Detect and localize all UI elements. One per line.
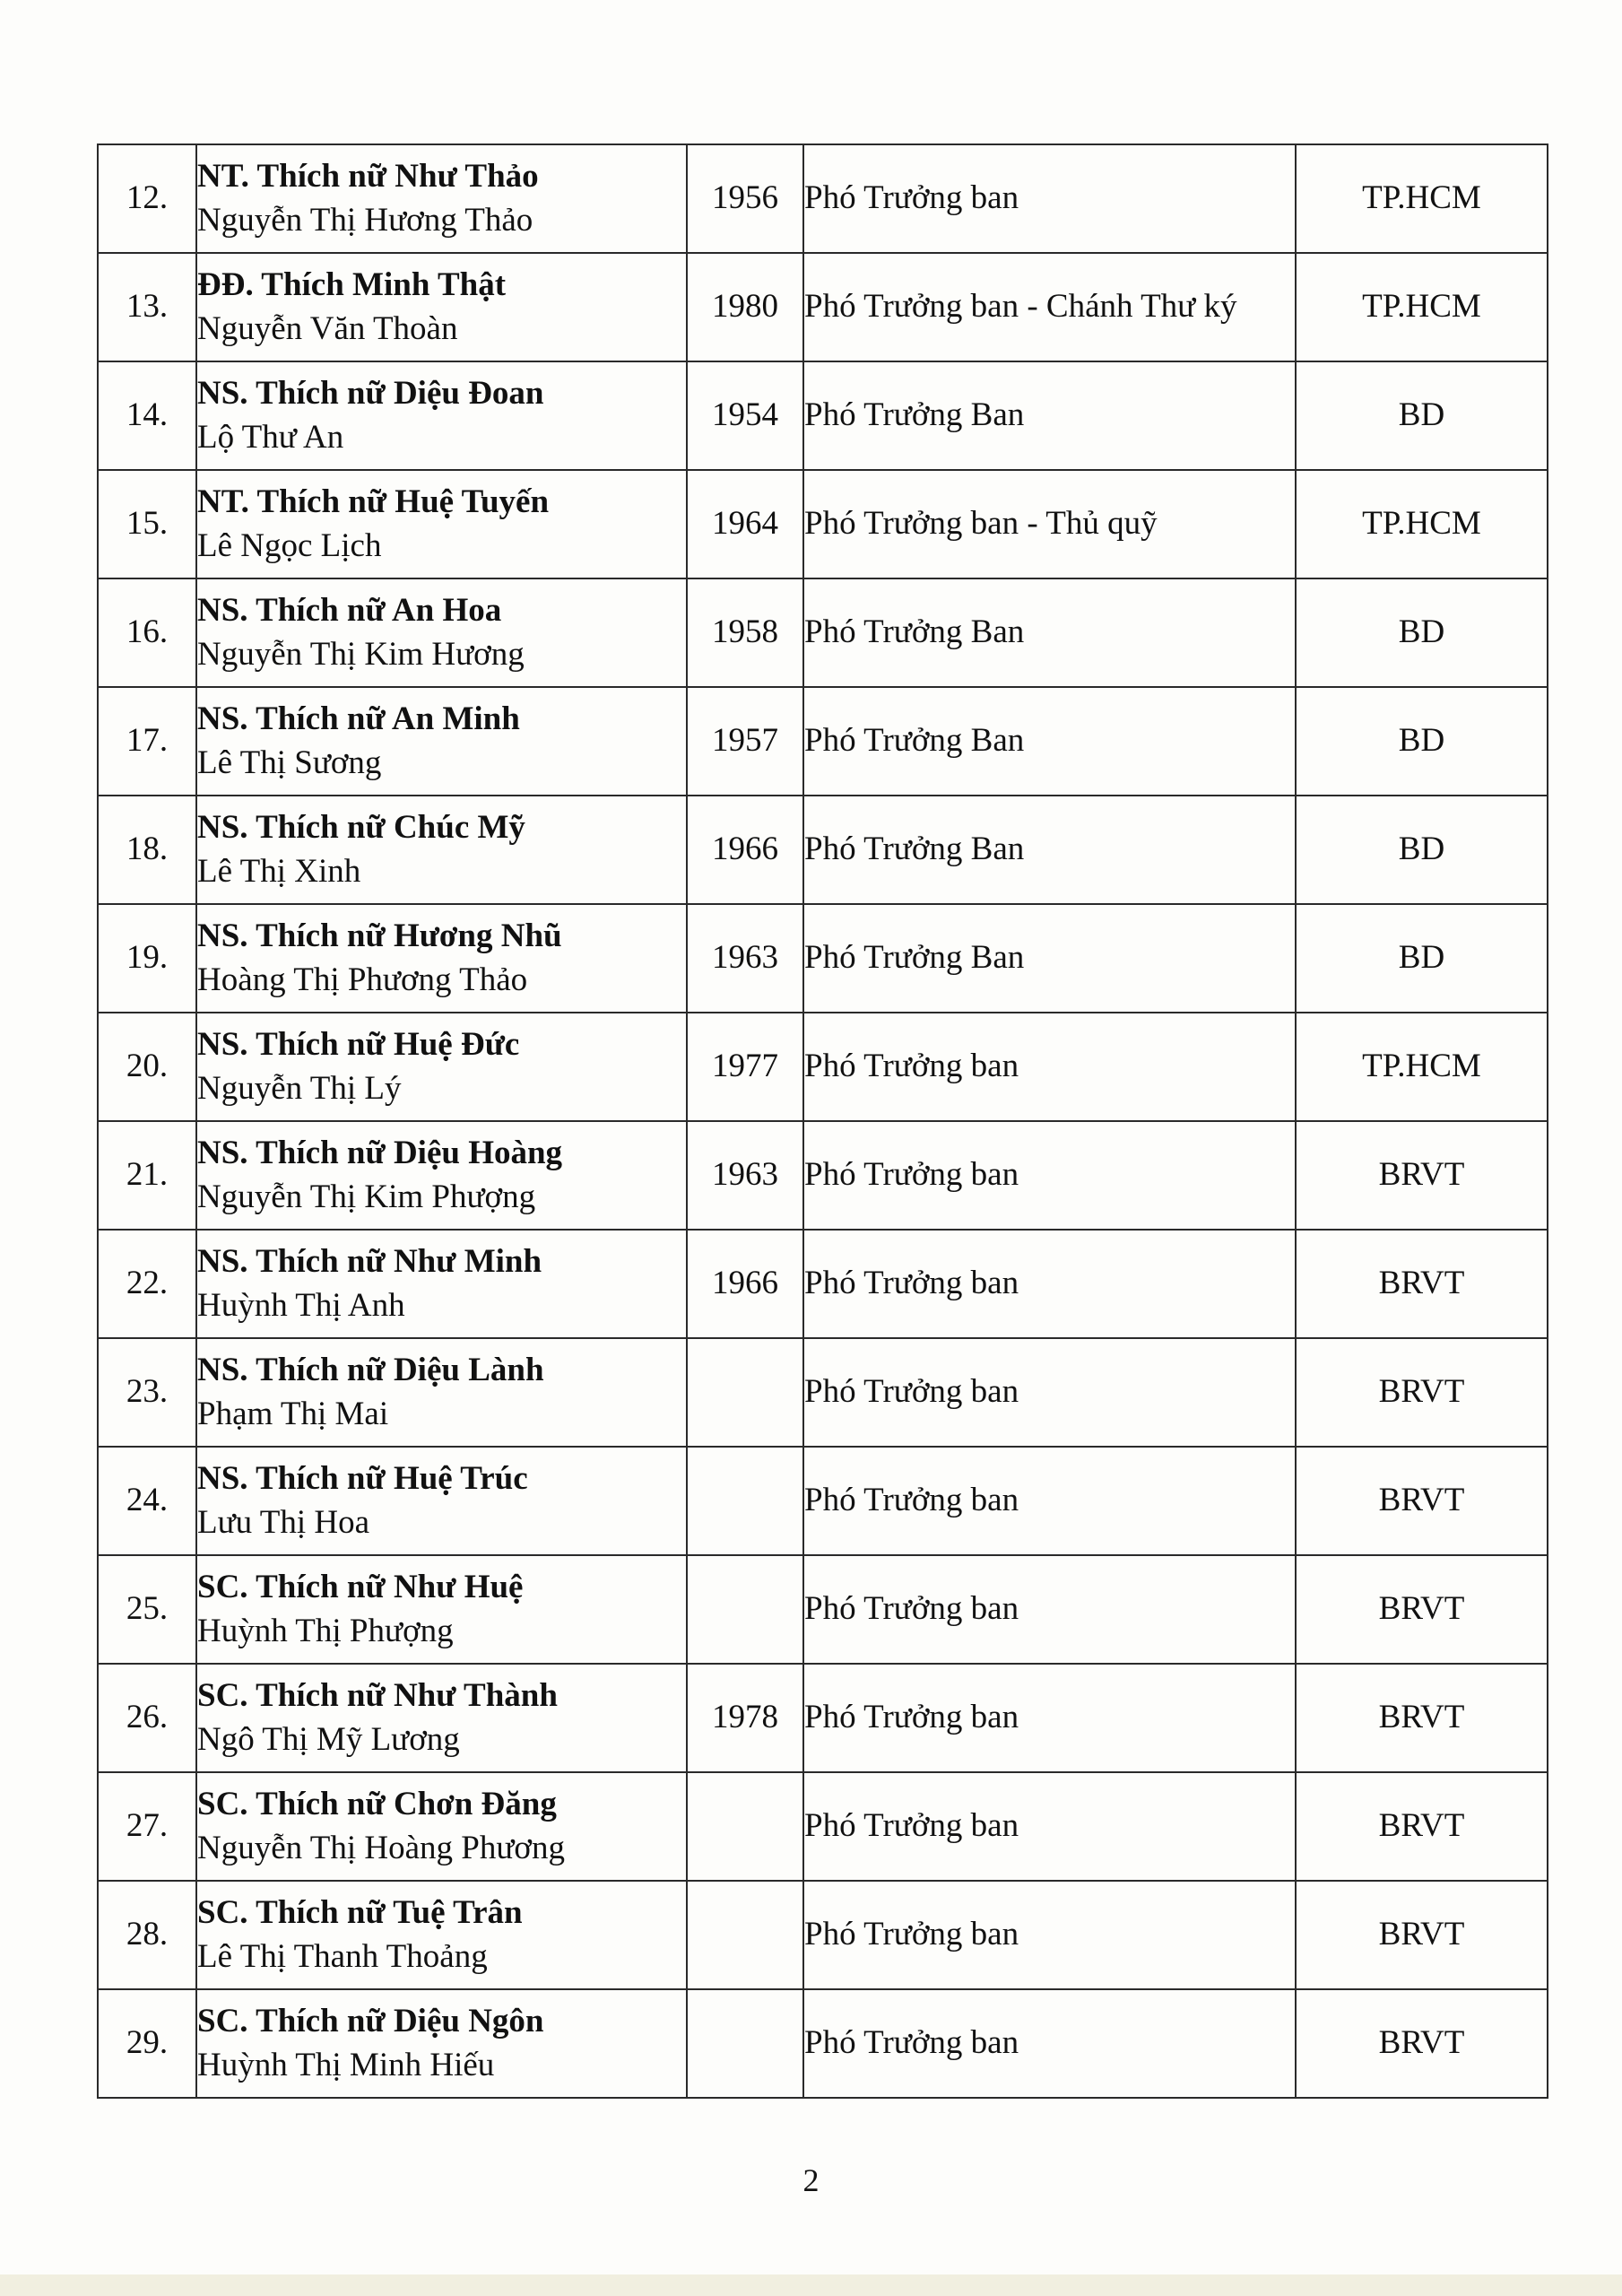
name-cell <box>196 470 687 578</box>
location: BD <box>1296 796 1548 904</box>
dharma-name: SC. Thích nữ Tuệ Trân <box>197 1894 523 1932</box>
lay-name: Huỳnh Thị Anh <box>197 1286 405 1324</box>
location: BRVT <box>1296 1447 1548 1555</box>
role: Phó Trưởng ban <box>803 1772 1296 1881</box>
birth-year: 1954 <box>687 361 803 470</box>
location: BRVT <box>1296 1664 1548 1772</box>
table-row <box>98 1664 1548 1772</box>
lay-name: Ngô Thị Mỹ Lương <box>197 1720 460 1758</box>
row-number: 18. <box>98 796 196 904</box>
birth-year: 1978 <box>687 1664 803 1772</box>
table-row <box>98 1121 1548 1230</box>
name-cell <box>196 1881 687 1989</box>
table-row <box>98 1555 1548 1664</box>
location: TP.HCM <box>1296 470 1548 578</box>
lay-name: Nguyễn Thị Kim Hương <box>197 635 525 673</box>
table-row <box>98 1013 1548 1121</box>
location: BRVT <box>1296 1881 1548 1989</box>
name-cell <box>196 904 687 1013</box>
name-cell <box>196 1664 687 1772</box>
role: Phó Trưởng ban <box>803 1989 1296 2098</box>
table-row <box>98 1447 1548 1555</box>
role: Phó Trưởng ban - Thủ quỹ <box>803 470 1296 578</box>
name-cell <box>196 144 687 253</box>
table-row <box>98 687 1548 796</box>
birth-year <box>687 1555 803 1664</box>
table-row <box>98 1989 1548 2098</box>
lay-name: Lộ Thư An <box>197 418 344 456</box>
row-number: 14. <box>98 361 196 470</box>
name-cell <box>196 1555 687 1664</box>
dharma-name: SC. Thích nữ Như Huệ <box>197 1569 524 1606</box>
role: Phó Trưởng Ban <box>803 796 1296 904</box>
row-number: 17. <box>98 687 196 796</box>
lay-name: Nguyễn Thị Hương Thảo <box>197 201 533 239</box>
role: Phó Trưởng ban - Chánh Thư ký <box>803 253 1296 361</box>
row-number: 24. <box>98 1447 196 1555</box>
lay-name: Hoàng Thị Phương Thảo <box>197 961 528 998</box>
birth-year: 1956 <box>687 144 803 253</box>
table-row <box>98 361 1548 470</box>
location: BRVT <box>1296 1121 1548 1230</box>
table-row <box>98 144 1548 253</box>
lay-name: Nguyễn Thị Kim Phượng <box>197 1178 536 1215</box>
location: BD <box>1296 904 1548 1013</box>
role: Phó Trưởng Ban <box>803 578 1296 687</box>
dharma-name: NS. Thích nữ Chúc Mỹ <box>197 809 525 847</box>
birth-year: 1980 <box>687 253 803 361</box>
birth-year: 1966 <box>687 796 803 904</box>
dharma-name: SC. Thích nữ Như Thành <box>197 1677 558 1715</box>
name-cell <box>196 578 687 687</box>
lay-name: Lưu Thị Hoa <box>197 1503 370 1541</box>
table-row <box>98 904 1548 1013</box>
role: Phó Trưởng ban <box>803 144 1296 253</box>
dharma-name: NS. Thích nữ Diệu Lành <box>197 1352 544 1389</box>
member-table <box>97 144 1548 2099</box>
birth-year <box>687 1989 803 2098</box>
lay-name: Lê Thị Xinh <box>197 852 361 890</box>
lay-name: Nguyễn Văn Thoàn <box>197 309 458 347</box>
name-cell <box>196 1447 687 1555</box>
dharma-name: NS. Thích nữ An Minh <box>197 700 520 738</box>
table-row <box>98 253 1548 361</box>
row-number: 22. <box>98 1230 196 1338</box>
birth-year: 1963 <box>687 1121 803 1230</box>
table-row <box>98 578 1548 687</box>
location: BD <box>1296 361 1548 470</box>
row-number: 25. <box>98 1555 196 1664</box>
location: BD <box>1296 687 1548 796</box>
dharma-name: NS. Thích nữ Huệ Đức <box>197 1026 520 1064</box>
birth-year: 1966 <box>687 1230 803 1338</box>
name-cell <box>196 1013 687 1121</box>
lay-name: Nguyễn Thị Lý <box>197 1069 402 1107</box>
dharma-name: NS. Thích nữ Như Minh <box>197 1243 542 1281</box>
birth-year <box>687 1881 803 1989</box>
dharma-name: NS. Thích nữ Diệu Đoan <box>197 375 544 413</box>
lay-name: Lê Thị Sương <box>197 744 382 781</box>
dharma-name: SC. Thích nữ Chơn Đăng <box>197 1786 557 1823</box>
name-cell <box>196 361 687 470</box>
role: Phó Trưởng ban <box>803 1447 1296 1555</box>
location: TP.HCM <box>1296 144 1548 253</box>
row-number: 21. <box>98 1121 196 1230</box>
dharma-name: NS. Thích nữ Diệu Hoàng <box>197 1135 563 1172</box>
role: Phó Trưởng Ban <box>803 361 1296 470</box>
lay-name: Huỳnh Thị Minh Hiếu <box>197 2046 495 2083</box>
birth-year: 1958 <box>687 578 803 687</box>
scan-edge <box>0 2274 1622 2296</box>
location: BRVT <box>1296 1338 1548 1447</box>
role: Phó Trưởng ban <box>803 1013 1296 1121</box>
lay-name: Huỳnh Thị Phượng <box>197 1612 454 1649</box>
birth-year <box>687 1772 803 1881</box>
role: Phó Trưởng Ban <box>803 904 1296 1013</box>
row-number: 13. <box>98 253 196 361</box>
table-row <box>98 1881 1548 1989</box>
role: Phó Trưởng ban <box>803 1881 1296 1989</box>
dharma-name: NS. Thích nữ Huệ Trúc <box>197 1460 528 1498</box>
name-cell <box>196 1338 687 1447</box>
page-number: 2 <box>802 2162 820 2198</box>
member-table-body <box>98 144 1548 2098</box>
row-number: 28. <box>98 1881 196 1989</box>
table-row <box>98 1338 1548 1447</box>
name-cell <box>196 796 687 904</box>
lay-name: Phạm Thị Mai <box>197 1395 389 1432</box>
birth-year <box>687 1338 803 1447</box>
table-row <box>98 1230 1548 1338</box>
birth-year: 1977 <box>687 1013 803 1121</box>
dharma-name: NT. Thích nữ Như Thảo <box>197 158 539 196</box>
location: BRVT <box>1296 1989 1548 2098</box>
location: BRVT <box>1296 1230 1548 1338</box>
dharma-name: NS. Thích nữ An Hoa <box>197 592 502 630</box>
table-row <box>98 796 1548 904</box>
row-number: 15. <box>98 470 196 578</box>
row-number: 23. <box>98 1338 196 1447</box>
role: Phó Trưởng ban <box>803 1555 1296 1664</box>
row-number: 27. <box>98 1772 196 1881</box>
role: Phó Trưởng ban <box>803 1230 1296 1338</box>
name-cell <box>196 253 687 361</box>
location: BRVT <box>1296 1555 1548 1664</box>
birth-year: 1957 <box>687 687 803 796</box>
lay-name: Lê Ngọc Lịch <box>197 526 382 564</box>
birth-year <box>687 1447 803 1555</box>
dharma-name: NT. Thích nữ Huệ Tuyến <box>197 483 550 521</box>
birth-year: 1964 <box>687 470 803 578</box>
birth-year: 1963 <box>687 904 803 1013</box>
location: BRVT <box>1296 1772 1548 1881</box>
row-number: 12. <box>98 144 196 253</box>
location: TP.HCM <box>1296 253 1548 361</box>
location: BD <box>1296 578 1548 687</box>
lay-name: Lê Thị Thanh Thoảng <box>197 1937 488 1975</box>
row-number: 20. <box>98 1013 196 1121</box>
dharma-name: SC. Thích nữ Diệu Ngôn <box>197 2003 544 2040</box>
dharma-name: NS. Thích nữ Hương Nhũ <box>197 918 562 955</box>
name-cell <box>196 1772 687 1881</box>
dharma-name: ĐĐ. Thích Minh Thật <box>197 266 507 304</box>
name-cell <box>196 1989 687 2098</box>
row-number: 16. <box>98 578 196 687</box>
name-cell <box>196 1121 687 1230</box>
table-row <box>98 470 1548 578</box>
row-number: 26. <box>98 1664 196 1772</box>
lay-name: Nguyễn Thị Hoàng Phương <box>197 1829 565 1866</box>
role: Phó Trưởng ban <box>803 1121 1296 1230</box>
role: Phó Trưởng ban <box>803 1338 1296 1447</box>
name-cell <box>196 687 687 796</box>
table-row <box>98 1772 1548 1881</box>
name-cell <box>196 1230 687 1338</box>
row-number: 19. <box>98 904 196 1013</box>
location: TP.HCM <box>1296 1013 1548 1121</box>
row-number: 29. <box>98 1989 196 2098</box>
role: Phó Trưởng Ban <box>803 687 1296 796</box>
role: Phó Trưởng ban <box>803 1664 1296 1772</box>
